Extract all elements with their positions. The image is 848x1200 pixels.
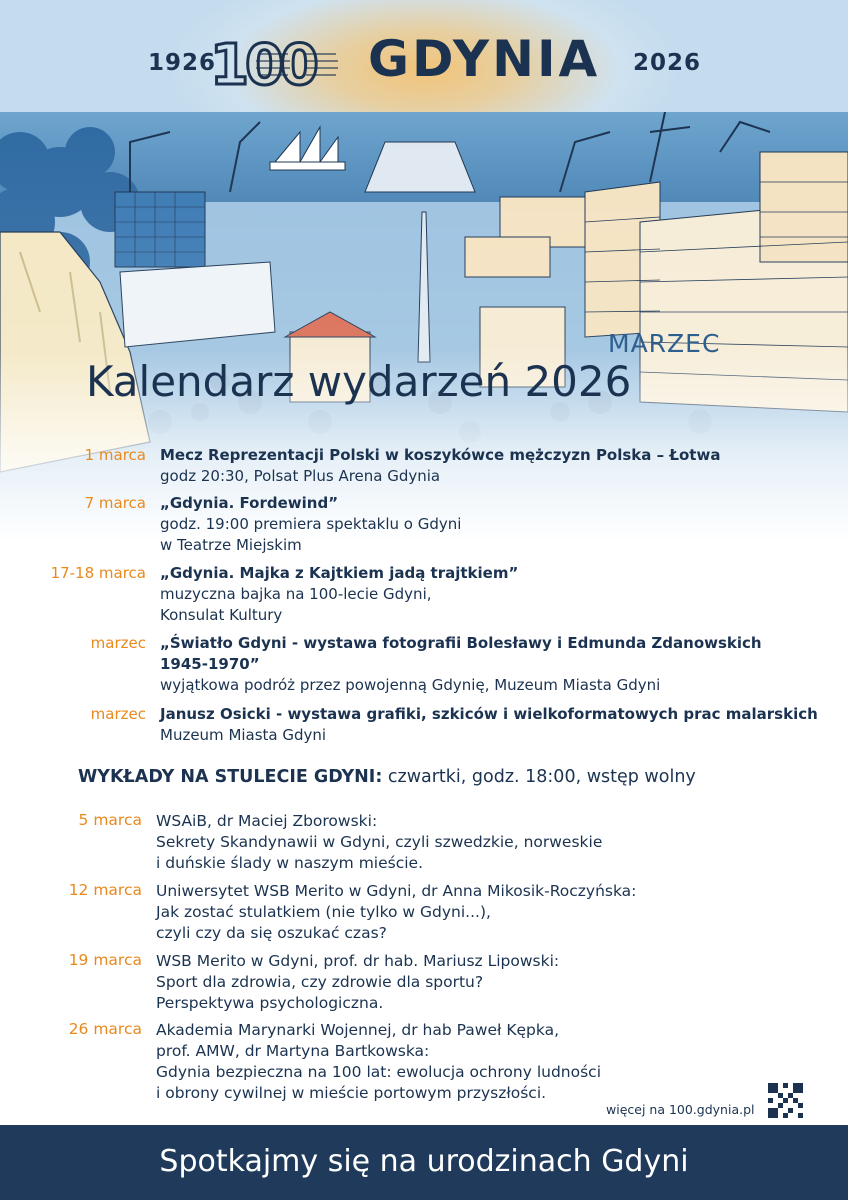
event-detail: Konsulat Kultury — [160, 606, 283, 624]
logo-label: 100 — [210, 34, 315, 88]
lecture-line: Gdynia bezpieczna na 100 lat: ewolucja ochrony ludności — [156, 1063, 601, 1081]
event-detail: w Teatrze Miejskim — [160, 536, 302, 554]
lectures-heading-info: czwartki, godz. 18:00, wstęp wolny — [382, 767, 696, 787]
lecture-date: 12 marca — [68, 881, 142, 899]
event-date: 1 marca — [84, 446, 146, 464]
lecture-line: i obrony cywilnej w mieście portowym przyszłości. — [156, 1084, 547, 1102]
lectures-heading-bold: WYKŁADY NA STULECIE GDYNI: — [78, 767, 383, 787]
event-detail: godz. 19:00 premiera spektaklu o Gdyni — [160, 515, 462, 533]
lecture-line: prof. AMW, dr Martyna Bartkowska: — [156, 1042, 430, 1060]
lecture-line: Sekrety Skandynawii w Gdyni, czyli szwedzkie, norweskie — [156, 833, 603, 851]
lecture-line: Akademia Marynarki Wojennej, dr hab Paweł Kępka, — [156, 1021, 560, 1039]
event-detail: Muzeum Miasta Gdyni — [160, 726, 327, 744]
year-end: 2026 — [633, 50, 702, 76]
event-title: Janusz Osicki - wystawa grafiki, szkiców i wielkoformatowych prac malarskich — [160, 705, 818, 723]
event-date: 17-18 marca — [50, 564, 146, 582]
lecture-line: Jak zostać stulatkiem (nie tylko w Gdyni...), — [156, 903, 491, 921]
event-detail: wyjątkowa podróż przez powojenną Gdynię, Muzeum Miasta Gdyni — [160, 676, 661, 694]
event-title: „Gdynia. Majka z Kajtkiem jadą trajtkiem” — [160, 564, 519, 582]
event-date: marzec — [90, 705, 146, 723]
event-date: marzec — [90, 634, 146, 652]
event-title: „Światło Gdyni - wystawa fotografii Bolesławy i Edmunda Zdanowskich — [160, 634, 762, 652]
event-title: 1945-1970” — [160, 655, 260, 673]
page-title: Kalendarz wydarzeń 2026 — [86, 357, 632, 406]
lecture-date: 26 marca — [68, 1020, 142, 1038]
lecture-line: WSAiB, dr Maciej Zborowski: — [156, 812, 378, 830]
year-start: 1926 — [148, 50, 217, 76]
event-detail: godz 20:30, Polsat Plus Arena Gdynia — [160, 467, 441, 485]
event-date: 7 marca — [84, 494, 146, 512]
event-detail: muzyczna bajka na 100-lecie Gdyni, — [160, 585, 432, 603]
event-title: „Gdynia. Fordewind” — [160, 494, 339, 512]
lecture-line: Sport dla zdrowia, czy zdrowie dla sportu? — [156, 973, 484, 991]
lecture-date: 19 marca — [68, 951, 142, 969]
city-name: GDYNIA — [368, 30, 601, 88]
100-logo-icon — [210, 34, 360, 88]
event-title: Mecz Reprezentacji Polski w koszykówce mężczyzn Polska – Łotwa — [160, 446, 721, 464]
footer-slogan: Spotkajmy się na urodzinach Gdyni — [159, 1144, 689, 1179]
month-label: MARZEC — [608, 329, 721, 358]
lecture-date: 5 marca — [78, 811, 142, 829]
lecture-line: Perspektywa psychologiczna. — [156, 994, 384, 1012]
lecture-line: i duńskie ślady w naszym mieście. — [156, 854, 424, 872]
lectures-heading — [78, 767, 696, 787]
qr-code-icon[interactable] — [768, 1083, 803, 1118]
lecture-line: czyli czy da się oszukać czas? — [156, 924, 387, 942]
lecture-line: WSB Merito w Gdyni, prof. dr hab. Mariusz Lipowski: — [156, 952, 560, 970]
website-link[interactable]: więcej na 100.gdynia.pl — [606, 1102, 755, 1117]
lecture-line: Uniwersytet WSB Merito w Gdyni, dr Anna Mikosik-Roczyńska: — [156, 882, 637, 900]
